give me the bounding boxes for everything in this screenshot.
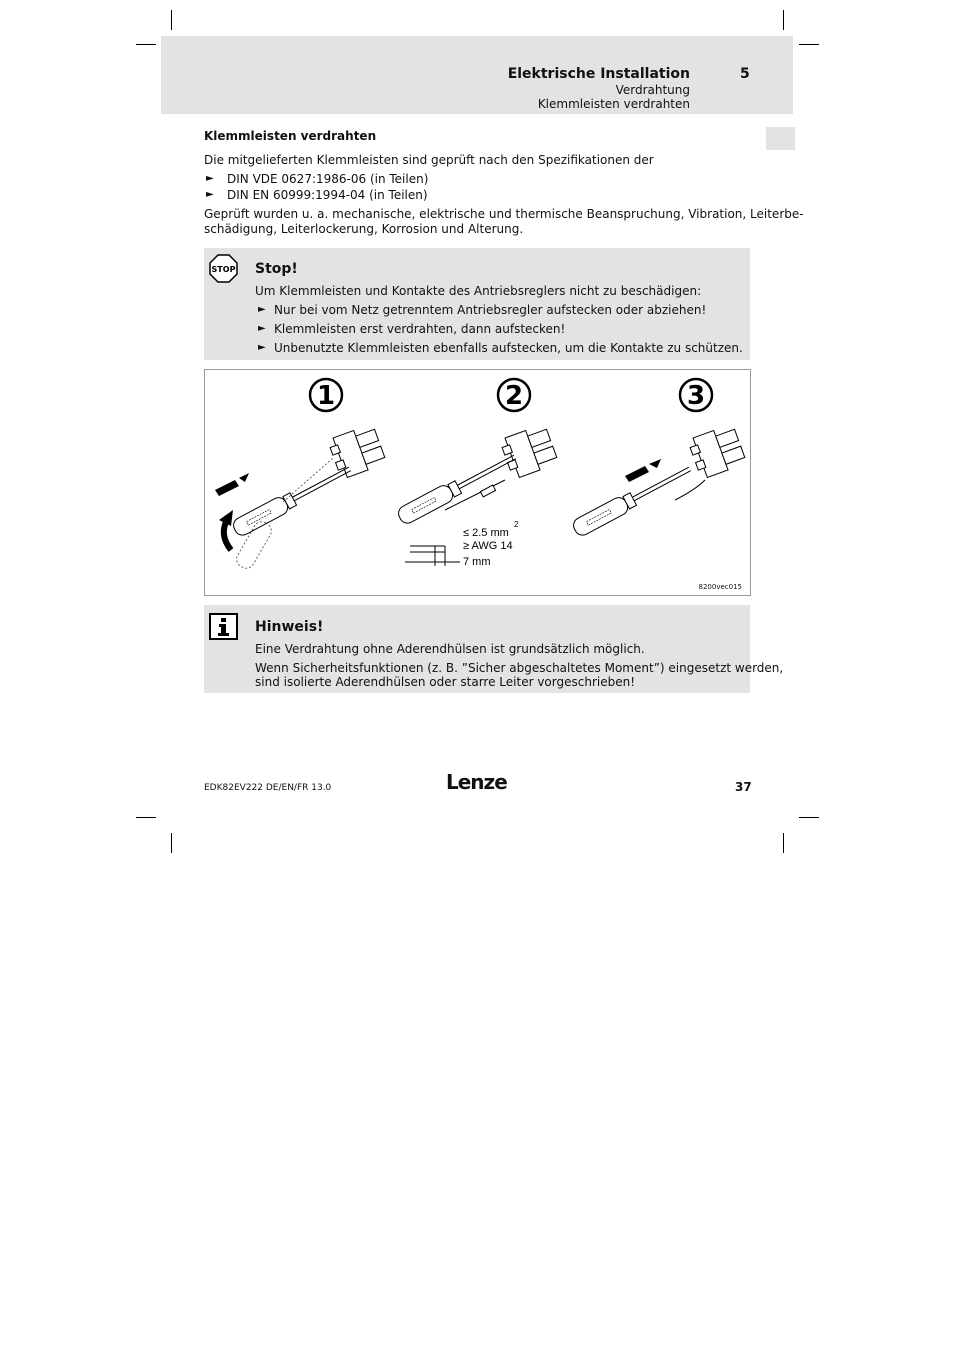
info-icon xyxy=(209,613,238,640)
hint-box xyxy=(204,605,784,693)
panel-1 xyxy=(215,424,387,572)
bullet-arrow: ► xyxy=(258,342,266,353)
wiring-figure xyxy=(204,369,751,596)
hint-text: sind isolierte Aderendhülsen oder starre Leiter vorgeschrieben! xyxy=(255,675,636,689)
bullet-arrow: ► xyxy=(258,323,266,334)
bullet-arrow: ► xyxy=(258,304,266,315)
header-subtitle: Verdrahtung xyxy=(615,83,690,97)
crop-mark xyxy=(799,44,819,45)
stop-item: Unbenutzte Klemmleisten ebenfalls aufstecken, um die Kontakte zu schützen. xyxy=(274,341,743,355)
hint-title: Hinweis! xyxy=(255,619,324,635)
stop-text: Um Klemmleisten und Kontakte des Antriebsreglers nicht zu beschädigen: xyxy=(255,284,702,298)
stop-title: Stop! xyxy=(255,261,298,277)
header-band xyxy=(161,36,793,114)
panel-2 xyxy=(396,424,559,568)
stop-item: Nur bei vom Netz getrenntem Antriebsregler aufstecken oder abziehen! xyxy=(274,303,707,317)
strip-length-spec: 7 mm xyxy=(463,556,491,568)
wire-size-sup: 2 xyxy=(514,520,519,529)
stop-icon xyxy=(209,254,238,283)
lenze-logo: Lenze xyxy=(446,770,507,794)
figure-code: 8200vec015 xyxy=(698,583,742,591)
step-number: 1 xyxy=(316,381,336,411)
stop-item: Klemmleisten erst verdrahten, dann aufstecken! xyxy=(274,322,566,336)
section-heading: Klemmleisten verdrahten xyxy=(204,129,377,143)
panel-3 xyxy=(571,424,747,538)
spec-item: DIN EN 60999:1994-04 (in Teilen) xyxy=(227,188,428,202)
wiring-illustration xyxy=(205,370,750,595)
chapter-title: Elektrische Installation xyxy=(507,66,690,82)
hint-text: Eine Verdrahtung ohne Aderendhülsen ist grundsätzlich möglich. xyxy=(255,642,645,656)
step-2 xyxy=(498,379,530,411)
intro-text: Die mitgelieferten Klemmleisten sind geprüft nach den Spezifikationen der xyxy=(204,153,654,167)
step-number: 2 xyxy=(504,381,524,411)
awg-spec: ≥ AWG 14 xyxy=(463,540,513,552)
bullet-arrow: ► xyxy=(206,173,214,184)
doc-id: EDK82EV222 DE/EN/FR 13.0 xyxy=(204,783,332,793)
crop-mark xyxy=(783,833,784,853)
step-1 xyxy=(310,379,342,411)
tested-text: schädigung, Leiterlockerung, Korrosion und Alterung. xyxy=(204,222,524,236)
crop-mark xyxy=(171,833,172,853)
wire-size-spec: ≤ 2.5 mm xyxy=(463,527,509,539)
tested-text: Geprüft wurden u. a. mechanische, elektrische und thermische Beanspruchung, Vibration, Leiterbe- xyxy=(204,207,804,221)
bullet-arrow: ► xyxy=(206,189,214,200)
crop-mark xyxy=(799,817,819,818)
spec-item: DIN VDE 0627:1986-06 (in Teilen) xyxy=(227,172,429,186)
step-3 xyxy=(680,379,712,411)
stop-icon-text: STOP xyxy=(211,265,236,274)
stop-box xyxy=(204,248,750,360)
hint-text: Wenn Sicherheitsfunktionen (z. B. ”Sicher abgeschaltetes Moment”) eingesetzt werden, xyxy=(255,661,784,675)
header-subtitle: Klemmleisten verdrahten xyxy=(537,97,690,111)
crop-mark xyxy=(136,817,156,818)
chapter-tab xyxy=(766,127,795,150)
step-number: 3 xyxy=(686,381,706,411)
page-number: 37 xyxy=(735,780,752,794)
crop-mark xyxy=(171,10,172,30)
chapter-number: 5 xyxy=(740,66,750,82)
crop-mark xyxy=(783,10,784,30)
crop-mark xyxy=(136,44,156,45)
